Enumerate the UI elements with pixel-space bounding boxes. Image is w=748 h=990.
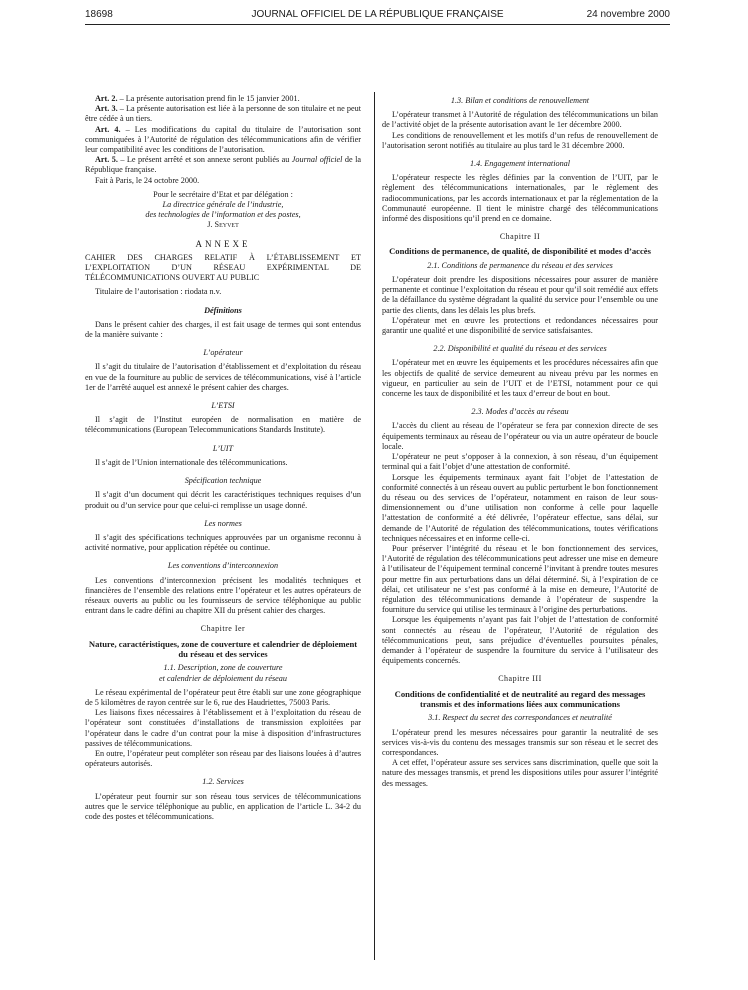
def-conventions-heading: Les conventions d’interconnexion	[167, 561, 279, 571]
section-1-1-para-1: Le réseau expérimental de l’opérateur peut être établi sur une zone géographique de 5 kilomètres de rayon centrée sur le 6, rue des Haudriettes, 75003 Paris.	[85, 687, 361, 707]
def-uit-heading: L’UIT	[212, 443, 234, 453]
section-1-4-heading: 1.4. Engagement international	[469, 159, 571, 169]
section-2-3-para-2: L’opérateur ne peut s’opposer à la connexion, à son réseau, d’un équipement terminal qui a fait l’objet d’une attestation de conformité.	[382, 452, 658, 472]
issue-date: 24 novembre 2000	[586, 9, 670, 20]
article-4-text: – Les modifications du capital du titulaire de l’autorisation sont communiquées à l’Autorité de régulation des télécommunications afin de vérifier leur compatibilité avec les conditions de l’autorisation.	[85, 124, 361, 155]
chapter-3-label: Chapitre III	[498, 674, 542, 684]
article-5-text-b: de la République française.	[85, 155, 361, 175]
article-5	[85, 155, 361, 175]
section-2-3-para-3: Lorsque les équipements terminaux ayant fait l’objet de l’attestation de conformité connectés à un réseau ouvert au public perturbent le bon fonctionnement du réseau ou des services de l’opérateur, notamment en raison de leur sous-dimensionnement ou d’une utilisation non conforme à celle pour laquelle l’attestation de conformité a été délivrée, l’opérateur effectue, sans délai, sur demande de l’Autorité de régulation des télécommunications, toutes vérifications techniques nécessaires et en informe celle-ci.	[382, 472, 658, 543]
section-3-1-para-2: A cet effet, l’opérateur assure ses services sans discrimination, quelle que soit la nature des messages transmis, et prend les dispositions utiles pour assurer l’intégrité des messages.	[382, 758, 658, 788]
article-5-label: Art. 5.	[95, 155, 118, 165]
section-2-1-para-2: L’opérateur met en œuvre les protections et redondances nécessaires pour garantir une qualité et une disponibilité de service satisfaisantes.	[382, 315, 658, 336]
article-2-text: – La présente autorisation prend fin le 15 janvier 2001.	[117, 94, 300, 103]
section-2-1-heading: 2.1. Conditions de permanence du réseau et des services	[427, 260, 613, 270]
annexe-heading: ANNEXE	[195, 238, 251, 249]
section-1-2-para-1: L’opérateur peut fournir sur son réseau tous services de télécommunications autres que le service téléphonique au public, en application de l’article L. 34-2 du code des postes et télécommunications.	[85, 791, 361, 821]
chapter-3-title: Conditions de confidentialité et de neutralité au regard des messages transmis et des informations liées aux communications	[394, 688, 646, 709]
article-2	[85, 94, 361, 104]
def-conventions-text: Les conventions d’interconnexion précisent les modalités techniques et financières de l’ensemble des relations entre l’opérateur et les autres opérateurs de réseaux ouverts au public ou les fournisseurs de service téléphonique au public entrant dans le cadre défini au chapitre XII du présent cahier des charges.	[85, 575, 361, 616]
signature-name: J. Seyvet	[207, 220, 239, 230]
signature-line-1: Pour le secrétaire d’Etat et par délégation :	[153, 189, 293, 199]
page-number: 18698	[85, 9, 113, 20]
chapter-2-label: Chapitre II	[499, 232, 541, 242]
titulaire: Titulaire de l’autorisation : riodata n.v.	[95, 287, 222, 297]
signature-line-2: La directrice générale de l’industrie,	[162, 200, 284, 210]
chapter-1-label: Chapitre Ier	[200, 624, 246, 634]
section-2-3-heading: 2.3. Modes d’accès au réseau	[471, 407, 569, 417]
section-1-3-para-1: L’opérateur transmet à l’Autorité de régulation des télécommunications un bilan de l’activité objet de la présente autorisation avant le 1er décembre 2000.	[382, 110, 658, 130]
section-2-1-para-1: L’opérateur doit prendre les dispositions nécessaires pour assurer de manière permanente et continue l’exploitation du réseau et pour qu’il soit remédié aux effets de la défaillance du système dégradant la qualité du service pour l’ensemble ou une partie des clients, dans les délais les plus brefs.	[382, 275, 658, 315]
def-uit-text: Il s’agit de l’Union internationale des télécommunications.	[95, 457, 288, 467]
section-1-3-para-2: Les conditions de renouvellement et les motifs d’un refus de renouvellement de l’autorisation seront notifiés au titulaire au plus tard le 31 décembre 2000.	[382, 130, 658, 150]
article-3-label: Art. 3.	[95, 104, 118, 114]
header-rule	[85, 24, 670, 25]
def-spec-heading: Spécification technique	[184, 476, 262, 486]
def-normes-text: Il s’agit des spécifications techniques approuvées par un organisme reconnu à activité normative, pour application répétée ou continue.	[85, 532, 361, 553]
def-operateur-heading: L’opérateur	[203, 348, 243, 358]
article-3-text: – La présente autorisation est liée à la personne de son titulaire et ne peut être cédée à un tiers.	[85, 104, 361, 124]
section-2-2-para-1: L’opérateur met en œuvre les équipements et les procédures nécessaires afin que les objectifs de qualité de service demeurent au niveau prévu par les normes en vigueur, en particulier au sein de l’UIT et de l’ETSI, notamment pour ce qui concerne les taux de disponibilité et les taux d’erreur de bout en bout.	[382, 358, 658, 399]
journal-title: JOURNAL OFFICIEL DE LA RÉPUBLIQUE FRANÇAISE	[251, 9, 504, 20]
definitions-intro: Dans le présent cahier des charges, il est fait usage de termes qui sont entendus de la manière suivante :	[85, 319, 361, 340]
article-4-label: Art. 4.	[95, 124, 121, 134]
section-1-4-para-1: L’opérateur respecte les règles définies par la convention de l’UIT, par le règlement des télécommunications internationales, par le règlement des radiocommunications, par les accords internationaux et par la réglementation de la Communauté européenne. Il tient le ministre chargé des télécommunications informé des dispositions qu’il prend en ce domaine.	[382, 173, 658, 224]
article-3	[85, 104, 361, 124]
section-1-1-heading-line-2: et calendrier de déploiement du réseau	[158, 673, 287, 683]
section-2-3-para-1: L’accès du client au réseau de l’opérateur se fera par connexion directe de ses équipements terminaux au réseau de l’opérateur ou via un autre opérateur de boucle locale.	[382, 421, 658, 451]
article-2-label: Art. 2.	[95, 94, 118, 103]
section-1-2-heading: 1.2. Services	[202, 777, 244, 787]
signature-line-3: des technologies de l’information et des postes,	[145, 210, 301, 220]
section-3-1-para-1: L’opérateur prend les mesures nécessaires pour garantir la neutralité de ses services vis-à-vis du contenu des messages transmis sur son réseau et le secret des correspondances.	[382, 727, 658, 757]
section-1-3-heading: 1.3. Bilan et conditions de renouvellement	[450, 96, 590, 105]
article-5-journal: Journal officiel	[291, 155, 343, 165]
section-2-2-heading: 2.2. Disponibilité et qualité du réseau et des services	[433, 344, 607, 354]
section-3-1-heading: 3.1. Respect du secret des correspondances et neutralité	[428, 713, 612, 723]
def-etsi-heading: L’ETSI	[211, 401, 235, 411]
def-spec-text: Il s’agit d’un document qui décrit les caractéristiques techniques requises d’un produit ou d’un service pour que celui-ci remplisse un usage donné.	[85, 490, 361, 510]
section-1-1-heading-line-1: 1.1. Description, zone de couverture	[163, 663, 283, 673]
chapter-1-title: Nature, caractéristiques, zone de couverture et calendrier de déploiement du réseau et des services	[88, 638, 358, 659]
fait-a-paris: Fait à Paris, le 24 octobre 2000.	[95, 175, 200, 185]
section-1-1-para-3: En outre, l’opérateur peut compléter son réseau par des liaisons louées à d’autres opérateurs autorisés.	[85, 748, 361, 769]
column-divider	[374, 92, 375, 960]
article-4	[85, 125, 361, 156]
section-2-3-para-4: Pour préserver l’intégrité du réseau et le bon fonctionnement des services, l’Autorité de régulation des télécommunications peut adresser une mise en demeure à l’utilisateur de l’équipement terminal concerné l’invitant à prendre toutes mesures pour mettre fin aux perturbations dans un délai déterminé. Si, à l’expiration de ce délai, cet utilisateur ne s’est pas conformé à la mise en demeure, l’Autorité de régulation des télécommunications demande à l’opérateur de suspendre la fourniture du service qui utilise les terminaux à l’origine des perturbations.	[382, 543, 658, 615]
page-header	[85, 8, 670, 24]
def-normes-heading: Les normes	[204, 518, 242, 528]
section-1-1-para-2: Les liaisons fixes nécessaires à l’établissement et à l’exploitation du réseau de l’opérateur sont constituées d’installations de transmission exploitées par l’opérateur dans le cadre d’un contrat pour la mise à disposition d’infrastructures passives de télécommunications.	[85, 708, 361, 748]
right-column	[382, 96, 658, 789]
def-operateur-text: Il s’agit du titulaire de l’autorisation d’établissement et d’exploitation du réseau en vue de la fourniture au public de services de télécommunications, visé à l’article 1er de l’arrêté auquel est annexé le présent cahier des charges.	[85, 362, 361, 392]
section-2-3-para-5: Lorsque les équipements n’ayant pas fait l’objet de l’attestation de conformité sont connectés au réseau de l’opérateur, l’Autorité de régulation des télécommunications peut, sans préjudice d’éventuelles poursuites pénales, demander à l’opérateur de suspendre la fourniture du service à l’utilisateur des équipements concernés.	[382, 615, 658, 666]
cahier-title: CAHIER DES CHARGES RELATIF À L’ÉTABLISSEMENT ET L’EXPLOITATION D’UN RÉSEAU EXPÉRIMENTAL DE TÉLÉCOMMUNICATIONS OUVERT AU PUBLIC	[85, 252, 361, 283]
left-column	[85, 94, 361, 822]
def-etsi-text: Il s’agit de l’Institut européen de normalisation en matière de télécommunications (European Telecommunications Standards Institute).	[85, 415, 361, 435]
definitions-heading: Définitions	[204, 305, 242, 315]
article-5-text-a: – Le présent arrêté et son annexe seront publiés au	[117, 155, 292, 165]
chapter-2-title: Conditions de permanence, de qualité, de disponibilité et modes d’accès	[389, 246, 651, 257]
